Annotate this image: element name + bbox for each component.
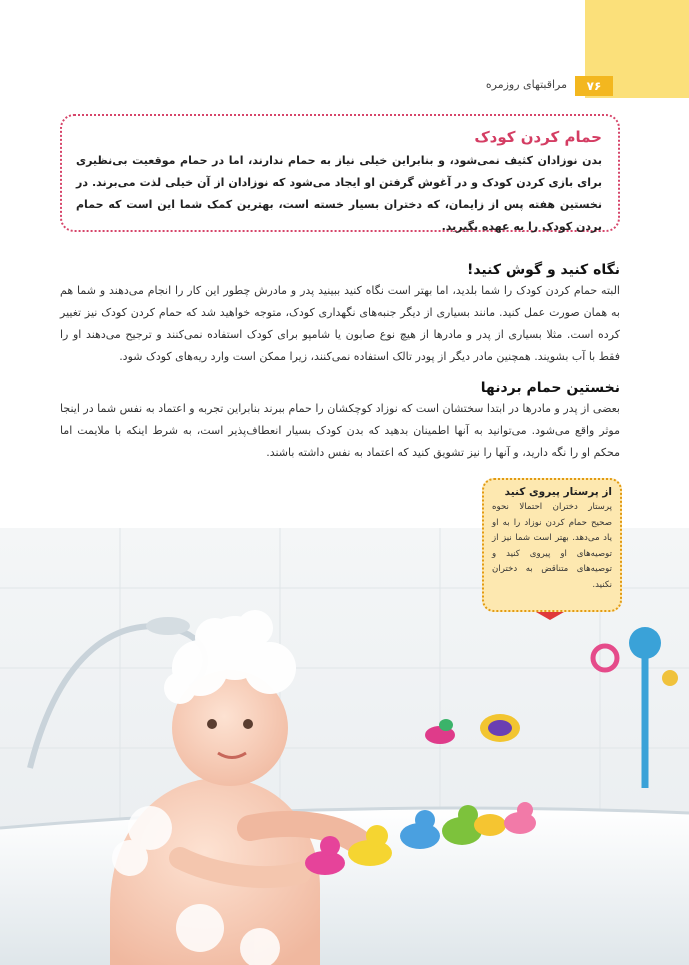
section-title: نگاه کنید و گوش کنید! bbox=[466, 262, 620, 278]
intro-text: بدن نوزادان کثیف نمی‌شود، و بنابراین خیلی نیاز به حمام ندارند، اما در حمام موقعیت بی‌نظیری برای بازی کردن کودک و در آغوش گرفتن او ایجاد می‌شود که نوزادان از آن خیلی لذت می‌برند. در نخستین هفته پس از زایمان، که دختران بسیار خسته است، بهترین کمک شما این است که حمام بردن کودک را به عهده بگیرید. bbox=[76, 154, 602, 233]
section-look-listen bbox=[60, 262, 620, 368]
section-text: البته حمام کردن کودک را شما بلدید، اما بهتر است نگاه کنید ببینید پدر و مادرش چطور این کار را انجام می‌دهند و شما هم به همان صورت عمل کنید. مانند بسیاری از دیگر جنبه‌های نگهداری کودک، متوجه خواهید شد که حمام کردن کودک نیز تغییر کرده است. مثلا بسیاری از پدر و مادرها از هیچ نوع صابون یا شامپو برای کودک استفاده نمی‌کنند و ترجیح می‌دهند او را فقط با آب بشویند. همچنین مادر دیگر از پودر تالک استفاده نمی‌کنند، زیرا ممکن است وارد ریه‌های کودک شود. bbox=[60, 284, 620, 363]
chapter-title: مراقبتهای روزمره bbox=[485, 78, 567, 91]
section-first-baths bbox=[60, 380, 620, 464]
page-number: ۷۶ bbox=[575, 76, 613, 96]
intro-title: حمام کردن کودک bbox=[474, 128, 602, 146]
intro-box bbox=[60, 114, 620, 232]
section-text: بعضی از پدر و مادرها در ابتدا سختشان است که نوزاد کوچکشان را حمام ببرند بنابراین تجربه و اعتماد به نفس شما در اینجا موثر واقع می‌شود. می‌توانید به آنها اطمینان بدهید که بدن کودک بسیار انعطاف‌پذیر است، به شرط اینکه با ملایمت اما محکم او را نگه دارید، و آنها را نیز تشویق کنید که اعتماد به نفس داشته باشند. bbox=[60, 402, 620, 459]
tip-box bbox=[482, 478, 622, 612]
tip-text: پرستار دختران احتمالا نحوه صحیح حمام کردن نوزاد را به او یاد می‌دهد. بهتر است شما نیز از توصیه‌های او پیروی کنید و توصیه‌های متناقض به دختران نکنید. bbox=[492, 502, 612, 590]
tip-title: از پرستار پیروی کنید bbox=[504, 486, 612, 498]
tip-pointer-icon bbox=[536, 612, 564, 620]
section-title: نخستین حمام بردنها bbox=[480, 380, 620, 396]
